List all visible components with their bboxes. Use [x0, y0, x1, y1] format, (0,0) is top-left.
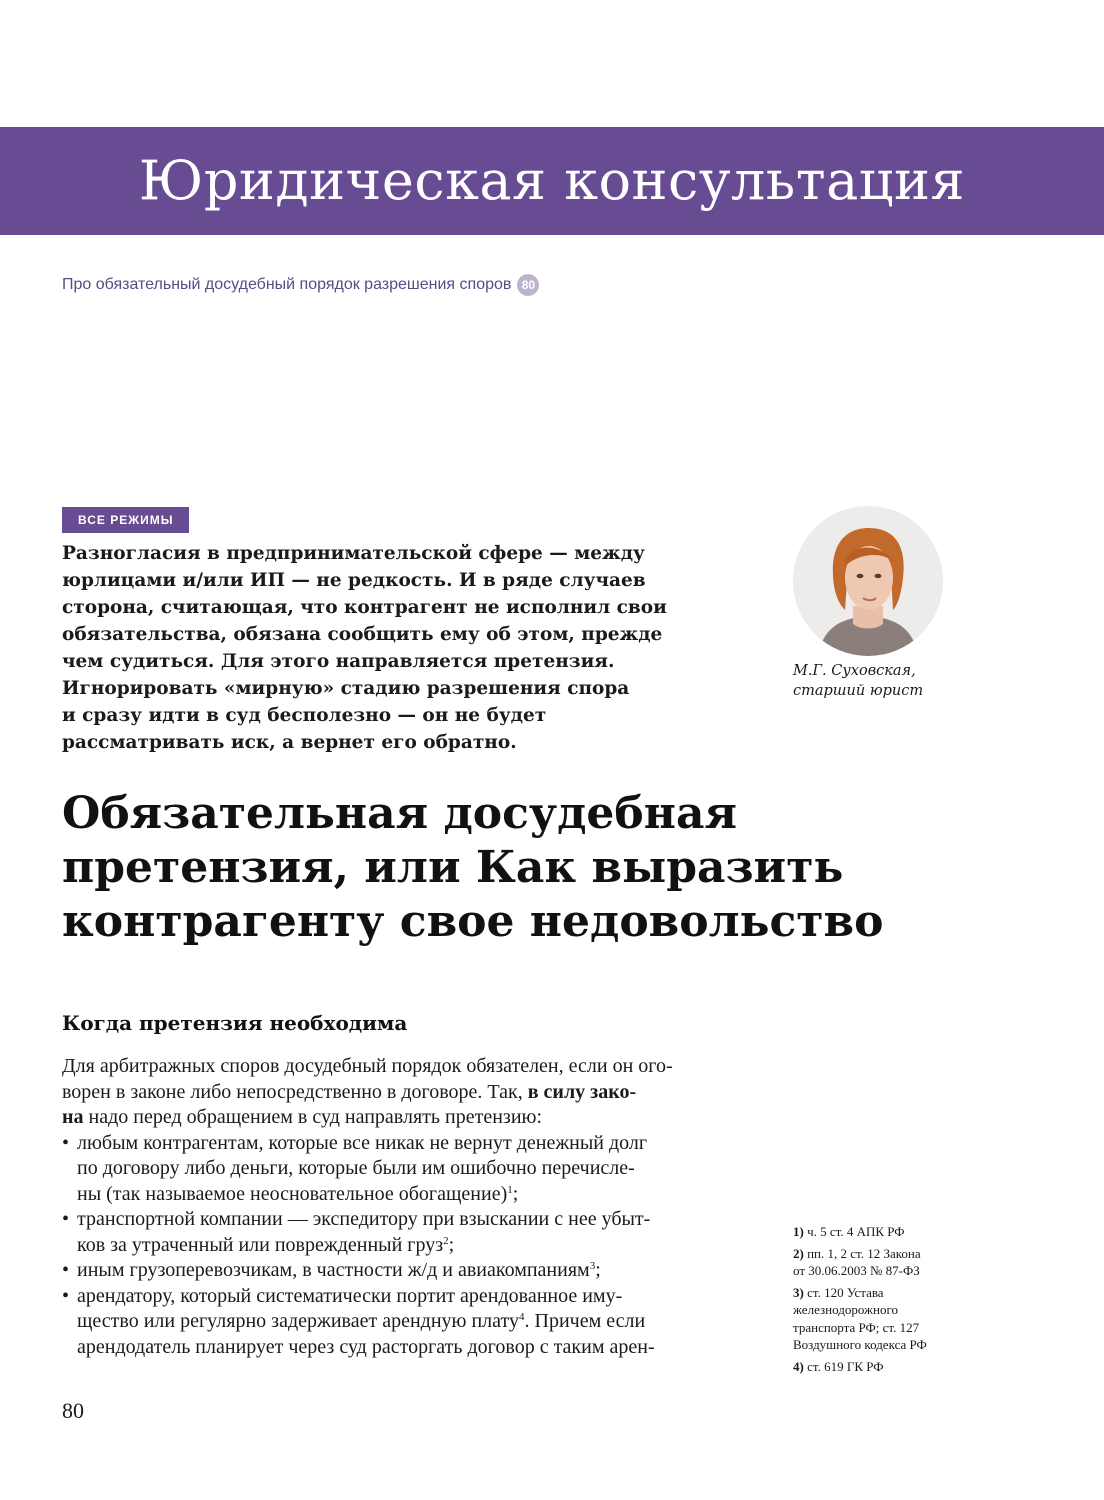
bullet-item-continued: ны (так называемое неосновательное обогащение)$^1$; [77, 1182, 519, 1205]
bullet-icon: • [62, 1284, 70, 1307]
section-banner-title: Юридическая консультация [138, 149, 966, 212]
article-headline [62, 787, 962, 949]
tax-regime-tag: ВСЕ РЕЖИМЫ [62, 507, 189, 533]
lead-line: Игнорировать «мирную» стадию разрешения спора [62, 678, 630, 699]
lead-line: юрлицами и/или ИП — не редкость. И в ряде случаев [62, 570, 646, 591]
footnote-ref[interactable]: 4 [519, 1311, 525, 1323]
headline-line: Обязательная досудебная [62, 788, 737, 839]
bullet-item-continued: ков за утраченный или поврежденный груз$^2$; [77, 1233, 455, 1256]
page-reference-badge: 80 [517, 274, 539, 296]
author-name: М.Г. Суховская, [793, 663, 916, 679]
lead-line: рассматривать иск, а вернет его обратно. [62, 732, 517, 753]
footnote-4: 4) ст. 619 ГК РФ [793, 1358, 884, 1374]
author-photo [793, 506, 943, 656]
body-line: на надо перед обращением в суд направлять претензию: [62, 1106, 543, 1128]
author-role: старший юрист [793, 683, 924, 699]
section-title: Когда претензия необходима [62, 1011, 408, 1035]
bullet-icon: • [62, 1131, 70, 1154]
emphasis: в силу зако- [527, 1080, 637, 1103]
footnote-ref[interactable]: 3 [589, 1260, 596, 1272]
headline-line: претензия, или Как выразить [62, 842, 844, 893]
footnotes [793, 1223, 993, 1379]
banner-scalloped-edge [0, 229, 1104, 237]
bullet-item: • иным грузоперевозчикам, в частности ж/д и авиакомпаниям$^3$; [62, 1258, 752, 1284]
footnote-ref[interactable]: 2 [443, 1234, 449, 1247]
bullet-icon: • [62, 1259, 70, 1281]
lead-line: Разногласия в предпринимательской сфере — между [62, 543, 645, 564]
footnote-3: 3) ст. 120 Устава железнодорожного транспорта РФ; ст. 127 Воздушного кодекса РФ [793, 1284, 927, 1352]
bullet-item: • арендатору, который систематически портит арендованное иму- [62, 1284, 752, 1310]
article-subheading[interactable] [62, 273, 539, 297]
footnote-number: 2) [793, 1245, 804, 1261]
bullet-item-continued: по договору либо деньги, которые были им ошибочно перечисле- [77, 1157, 635, 1179]
subheading-text: Про обязательный досудебный порядок разрешения споров [62, 276, 512, 293]
body-text [62, 1054, 752, 1360]
footnote-number: 3) [793, 1284, 804, 1300]
bullet-item: • транспортной компании — экспедитору при взыскании с нее убыт- [62, 1207, 752, 1233]
body-line: ворен в законе либо непосредственно в договоре. Так, в силу зако- [62, 1080, 637, 1103]
lead-line: обязательства, обязана сообщить ему об этом, прежде [62, 624, 663, 645]
author-caption [793, 661, 993, 701]
footnote-number: 1) [793, 1224, 804, 1239]
footnote-2: 2) пп. 1, 2 ст. 12 Закона от 30.06.2003 № 87-ФЗ [793, 1245, 921, 1278]
body-line: Для арбитражных споров досудебный порядок обязателен, если он ого- [62, 1055, 673, 1077]
author-portrait-illustration [793, 506, 943, 656]
lead-line: чем судиться. Для этого направляется претензия. [62, 651, 615, 672]
bullet-icon: • [62, 1208, 70, 1230]
lead-line: сторона, считающая, что контрагент не исполнил свои [62, 597, 667, 618]
emphasis: на [62, 1106, 84, 1128]
lead-line: и сразу идти в суд бесполезно — он не будет [62, 705, 547, 726]
headline-line: контрагенту свое недовольство [62, 896, 884, 947]
bullet-item-continued: арендодатель планирует через суд расторгать договор с таким арен- [77, 1335, 655, 1358]
bullet-item: • любым контрагентам, которые все никак не вернут денежный долг [62, 1131, 752, 1157]
page-number: 80 [62, 1398, 84, 1423]
footnote-1: 1) ч. 5 ст. 4 АПК РФ [793, 1224, 905, 1239]
bullet-item-continued: щество или регулярно задерживает арендную плату$^4$. Причем если [77, 1310, 646, 1332]
footnote-number: 4) [793, 1358, 804, 1374]
footnote-ref[interactable]: 1 [507, 1183, 513, 1196]
lead-paragraph [62, 540, 722, 756]
